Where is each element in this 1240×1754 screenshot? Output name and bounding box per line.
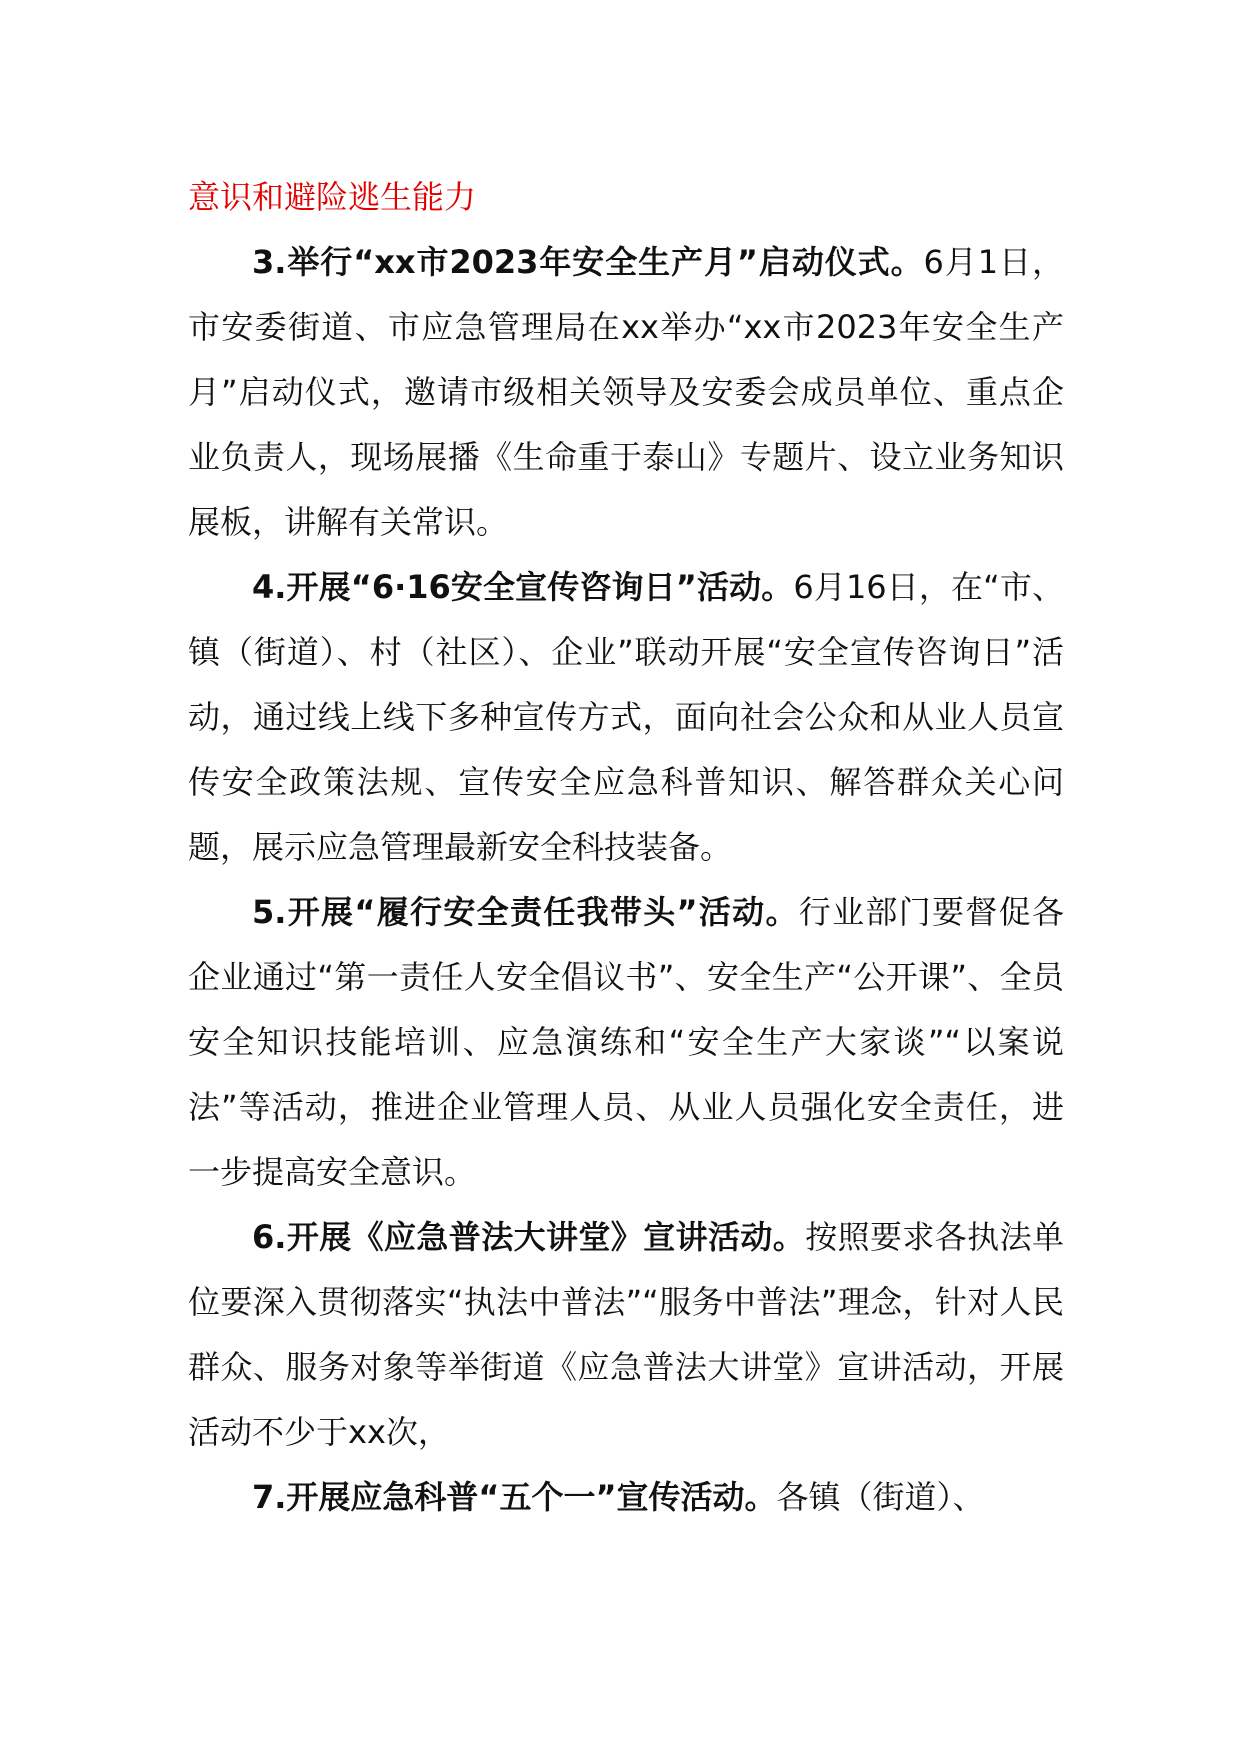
paragraph-body: 6月1日，市安委街道、市应急管理局在xx举办“xx市2023年安全生产月”启动仪式，邀请市级相关领导及安委会成员单位、重点企业负责人，现场展播《生命重于泰山》专题片、设立业务知识展板，讲解有关常识。 (188, 243, 1064, 541)
continuation-text: 意识和避险逃生能力 (188, 178, 477, 216)
paragraph-6 (188, 1205, 1064, 1465)
paragraph-body: 6月16日，在“市、镇（街道）、村（社区）、企业”联动开展“安全宣传咨询日”活动，通过线上线下多种宣传方式，面向社会公众和从业人员宣传安全政策法规、宣传安全应急科普知识、解答群众关心问题，展示应急管理最新安全科技装备。 (188, 568, 1064, 866)
paragraph-7 (188, 1465, 1064, 1530)
paragraph-heading: 7.开展应急科普“五个一”宣传活动。 (252, 1478, 777, 1516)
paragraph-body: 按照要求各执法单位要深入贯彻落实“执法中普法”“服务中普法”理念，针对人民群众、服务对象等举街道《应急普法大讲堂》宣讲活动，开展活动不少于xx次， (188, 1218, 1064, 1451)
document-page (188, 165, 1064, 1530)
paragraph-heading: 3.举行“xx市2023年安全生产月”启动仪式。 (252, 243, 924, 281)
paragraph-body: 各镇（街道）、 (776, 1478, 985, 1516)
paragraph-body: 行业部门要督促各企业通过“第一责任人安全倡议书”、安全生产“公开课”、全员安全知识技能培训、应急演练和“安全生产大家谈”“以案说法”等活动，推进企业管理人员、从业人员强化安全责任，进一步提高安全意识。 (188, 893, 1064, 1191)
paragraph-heading: 4.开展“6·16安全宣传咨询日”活动。 (252, 568, 794, 606)
paragraph-3 (188, 230, 1064, 555)
paragraph-heading: 6.开展《应急普法大讲堂》宣讲活动。 (252, 1218, 806, 1256)
paragraph-4 (188, 555, 1064, 880)
paragraph-heading: 5.开展“履行安全责任我带头”活动。 (252, 893, 799, 931)
paragraph-5 (188, 880, 1064, 1205)
